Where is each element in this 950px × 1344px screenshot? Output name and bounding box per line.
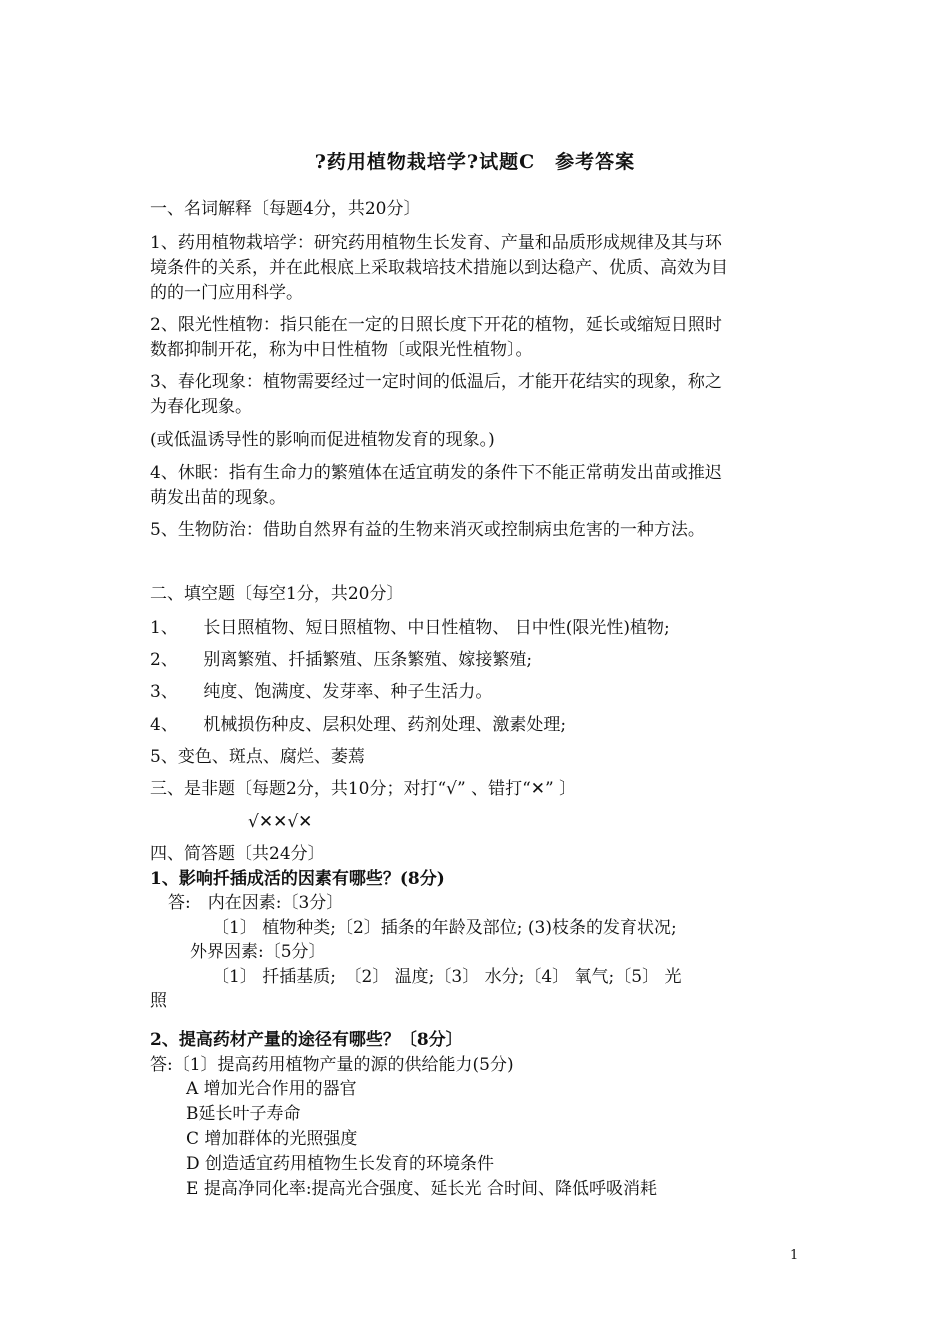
- line: (或低温诱导性的影响而促进植物发育的现象。): [150, 430, 495, 450]
- line: 5、变色、斑点、腐烂、萎蔫: [150, 747, 365, 767]
- line: 二、填空题〔每空1分，共20分〕: [150, 584, 404, 604]
- line: 为春化现象。: [150, 397, 252, 417]
- line: 外界因素:〔5分〕: [190, 942, 326, 962]
- line: A 增加光合作用的器官: [186, 1079, 357, 1099]
- page-number: 1: [790, 1248, 799, 1263]
- line: √✕✕√✕: [248, 812, 313, 832]
- line: 2、提高药材产量的途径有哪些？〔8分〕: [150, 1030, 463, 1050]
- line: E 提高净同化率:提高光合强度、延长光 合时间、降低呼吸消耗: [186, 1179, 657, 1199]
- line: 的的一门应用科学。: [150, 283, 303, 303]
- line: 4、休眠：指有生命力的繁殖体在适宜萌发的条件下不能正常萌发出苗或推迟: [150, 463, 722, 483]
- line: 〔1〕 植物种类;〔2〕插条的年龄及部位; (3)枝条的发育状况;: [212, 918, 677, 938]
- line: 2、限光性植物：指只能在一定的日照长度下开花的植物，延长或缩短日照时: [150, 315, 722, 335]
- line: 数都抑制开花，称为中日性植物〔或限光性植物〕。: [150, 340, 533, 360]
- line: 5、生物防治：借助自然界有益的生物来消灭或控制病虫危害的一种方法。: [150, 520, 705, 540]
- line: 答: 内在因素:〔3分〕: [168, 893, 344, 913]
- line: 3、春化现象：植物需要经过一定时间的低温后，才能开花结实的现象，称之: [150, 372, 722, 392]
- line: 一、名词解释〔每题4分，共20分〕: [150, 199, 421, 219]
- line: 4、 机械损伤种皮、层积处理、药剂处理、激素处理;: [150, 715, 567, 735]
- line: 照: [150, 991, 167, 1011]
- line: 1、 长日照植物、短日照植物、中日性植物、 日中性(限光性)植物;: [150, 618, 670, 638]
- line: 3、 纯度、饱满度、发芽率、种子生活力。: [150, 682, 493, 702]
- line: 境条件的关系，并在此根底上采取栽培技术措施以到达稳产、优质、高效为目: [150, 258, 728, 278]
- line: 1、药用植物栽培学：研究药用植物生长发育、产量和品质形成规律及其与环: [150, 233, 722, 253]
- line: 〔1〕 扦插基质; 〔2〕 温度;〔3〕 水分;〔4〕 氧气;〔5〕 光: [212, 967, 682, 987]
- line: C 增加群体的光照强度: [186, 1129, 358, 1149]
- line: 四、简答题〔共24分〕: [150, 844, 325, 864]
- line: 三、是非题〔每题2分，共10分；对打“√” 、错打“✕” 〕: [150, 779, 577, 799]
- line: D 创造适宜药用植物生长发育的环境条件: [186, 1154, 495, 1174]
- line: 答:〔1〕提高药用植物产量的源的供给能力(5分): [150, 1055, 514, 1075]
- line: 1、影响扦插成活的因素有哪些？(8分): [150, 869, 445, 889]
- page-title: ?药用植物栽培学?试题C 参考答案: [314, 151, 636, 173]
- line: 萌发出苗的现象。: [150, 488, 286, 508]
- line: B延长叶子寿命: [186, 1104, 301, 1124]
- line: 2、 别离繁殖、扦插繁殖、压条繁殖、嫁接繁殖;: [150, 650, 533, 670]
